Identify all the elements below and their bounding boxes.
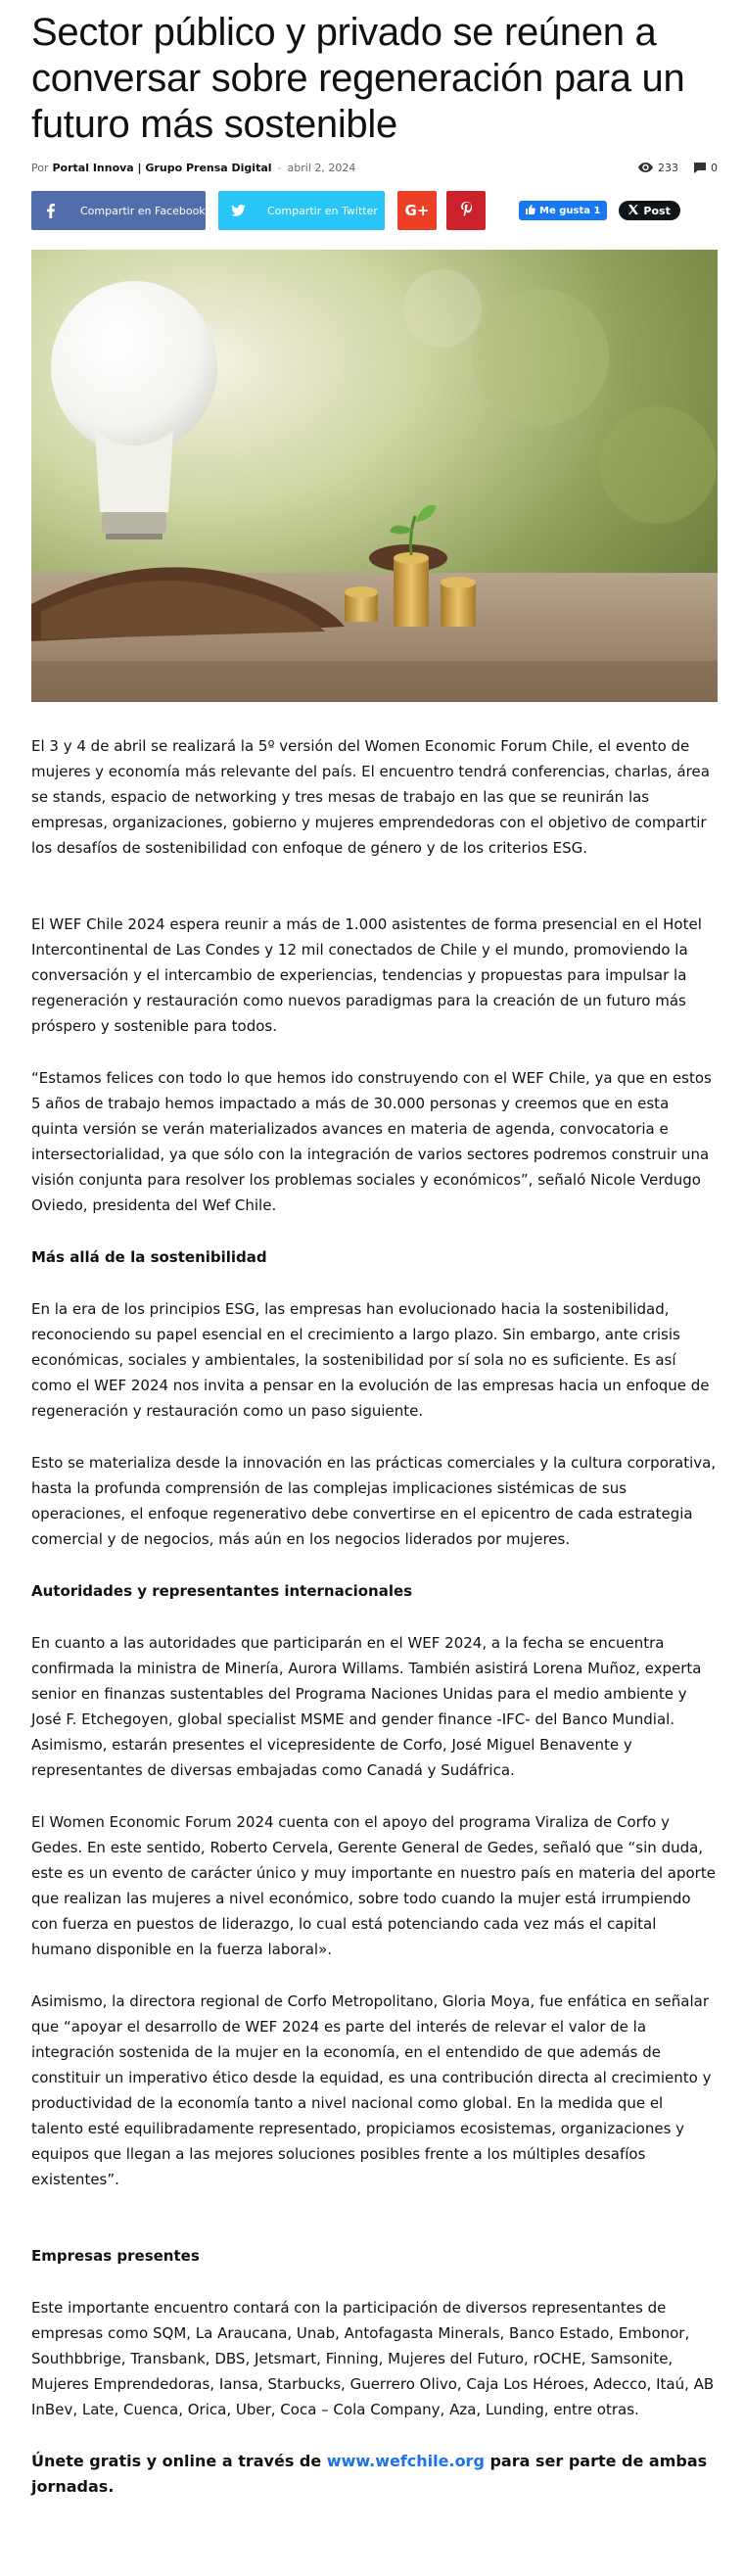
eye-icon [638, 163, 653, 172]
views-value: 233 [658, 161, 678, 174]
share-googleplus-button[interactable]: G+ [397, 191, 437, 230]
thumbs-up-icon [526, 205, 535, 217]
facebook-like-button[interactable] [519, 201, 607, 220]
paragraph-7: El Women Economic Forum 2024 cuenta con el apoyo del programa Viraliza de Corfo y Gedes. En este sentido, Roberto Cervela, Gerente General de Gedes, señaló que “sin duda, este es un evento de carácter único y muy importante en nuestro país en materia del aporte que realizan las mujeres a nivel económico, sobre todo cuando la mujer está irrumpiendo con fuerza en puestos de liderazgo, lo cual está potenciando cada vez más el capital humano disponible en la fuerza laboral». [31, 1813, 716, 1958]
x-logo-icon [628, 205, 638, 217]
share-facebook-button[interactable] [31, 191, 206, 230]
call-to-action [31, 2449, 718, 2500]
publish-date: abril 2, 2024 [287, 161, 356, 174]
paragraph-5: Esto se materializa desde la innovación en las prácticas comerciales y la cultura corporativa, hasta la profunda comprensión de las complejas implicaciones sistémicas de sus operaciones, el enfoque regenerativo debe convertirse en el epicentro de cada estrategia comercial y de negocios, más aún en los negocios liderados por mujeres. [31, 1454, 717, 1548]
cta-after: para ser parte de ambas jornadas. [31, 2452, 708, 2496]
paragraph-9: Este importante encuentro contará con la participación de diversos representantes de empresas como SQM, La Araucana, Unab, Antofagasta Minerals, Banco Estado, Embonor, Southbbrige, Transbank, DBS, Jetsmart, Finning, Mujeres del Futuro, rOCHE, Samsonite, Mujeres Emprendedoras, Iansa, Starbucks, Guerrero Olivo, Caja Los Héroes, Adecco, Itaú, AB InBev, Late, Cuenca, Orica, Uber, Coca – Cola Company, Aza, Lunding, entre otras. [31, 2299, 715, 2418]
comment-icon [694, 163, 706, 173]
author-link[interactable]: Portal Innova | Grupo Prensa Digital [52, 161, 272, 174]
section-heading-sostenibilidad: Más allá de la sostenibilidad [31, 1248, 267, 1266]
paragraph-8: Asimismo, la directora regional de Corfo Metropolitano, Gloria Moya, fue enfática en señalar que “apoyar el desarrollo de WEF 2024 es parte del interés de relevar el valor de la integración sostenida de la mujer en la economía, en el entendido de que además de constituir un imperativo ético desde la equidad, es una contribución directa al crecimiento y productividad de la economía tanto a nivel nacional como global. En la medida que el talento esté equilibradamente representado, propiciamos ecosistemas, organizaciones y equipos que llegan a las mejores soluciones posibles frente a los múltiples desafíos existentes”. [31, 1992, 712, 2188]
meta-stats [638, 162, 718, 174]
article-container [31, 0, 718, 2526]
share-facebook-label: Compartir en Facebook [80, 204, 206, 217]
section-heading-autoridades: Autoridades y representantes internacionales [31, 1582, 413, 1600]
twitter-icon [218, 191, 257, 230]
paragraph-6: En cuanto a las autoridades que participarán en el WEF 2024, a la fecha se encuentra confirmada la ministra de Minería, Aurora Willams. También asistirá Lorena Muñoz, experta senior en finanzas sustentables del Programa Naciones Unidas para el medio ambiente y José F. Etchegoyen, global specialist MSME and gender finance -IFC- del Banco Mundial. Asimismo, estarán presentes el vicepresidente de Corfo, José Miguel Benavente y representantes de diversas embajadas como Canadá y Sudáfrica. [31, 1634, 702, 1779]
wefchile-link[interactable]: www.wefchile.org [326, 2452, 485, 2470]
share-pinterest-button[interactable] [446, 191, 486, 230]
article-title: Sector público y privado se reúnen a conversar sobre regeneración para un futuro más sostenible [31, 11, 685, 146]
x-post-button[interactable] [619, 201, 679, 220]
meta-separator: - [277, 161, 282, 174]
article-meta [31, 160, 718, 175]
paragraph-1: El 3 y 4 de abril se realizará la 5º versión del Women Economic Forum Chile, el evento de mujeres y economía más relevante del país. El encuentro tendrá conferencias, charlas, área se stands, espacio de networking y tres mesas de trabajo en las que se reunirán las empresas, organizaciones, gobierno y mujeres emprendedoras con el objetivo de compartir los desafíos de sostenibilidad con enfoque de género y de los criterios ESG. [31, 737, 710, 857]
facebook-icon [31, 191, 70, 230]
article-body [31, 733, 718, 2500]
share-twitter-label: Compartir en Twitter [267, 204, 378, 217]
comments-count[interactable] [694, 162, 718, 174]
paragraph-2: El WEF Chile 2024 espera reunir a más de 1.000 asistentes de forma presencial en el Hotel Intercontinental de Las Condes y 12 mil conectados de Chile y el mundo, promoviendo la conversación y el intercambio de experiencias, tendencias y propuestas para impulsar la regeneración y restauración como nuevos paradigmas para la creación de un futuro más próspero y sostenible para todos. [31, 915, 702, 1035]
share-twitter-button[interactable] [218, 191, 385, 230]
views-count [638, 162, 678, 174]
share-bar [31, 191, 718, 230]
comments-value: 0 [711, 161, 718, 174]
pinterest-icon [461, 202, 472, 219]
section-heading-empresas: Empresas presentes [31, 2247, 200, 2265]
x-post-label: Post [643, 204, 671, 217]
by-label: Por [31, 161, 49, 174]
hero-image [31, 250, 718, 702]
paragraph-4: En la era de los principios ESG, las empresas han evolucionado hacia la sostenibilidad, reconociendo su papel esencial en el crecimiento a largo plazo. Sin embargo, ante crisis económicas, sociales y ambientales, la sostenibilidad por sí sola no es suficiente. Es así como el WEF 2024 nos invita a pensar en la evolución de las empresas hacia un enfoque de regeneración y restauración como un paso siguiente. [31, 1300, 710, 1420]
cta-before: Únete gratis y online a través de [31, 2452, 327, 2470]
like-label: Me gusta 1 [539, 205, 601, 216]
paragraph-3: “Estamos felices con todo lo que hemos ido construyendo con el WEF Chile, ya que en estos 5 años de trabajo hemos impactado a más de 30.000 personas y creemos que en esta quinta versión se verán materializados avances en materia de agenda, convocatoria e intersectorialidad, ya que sólo con la integración de varios sectores podremos construir una visión conjunta para resolver los problemas sociales y económicos”, señaló Nicole Verdugo Oviedo, presidenta del Wef Chile. [31, 1069, 712, 1214]
